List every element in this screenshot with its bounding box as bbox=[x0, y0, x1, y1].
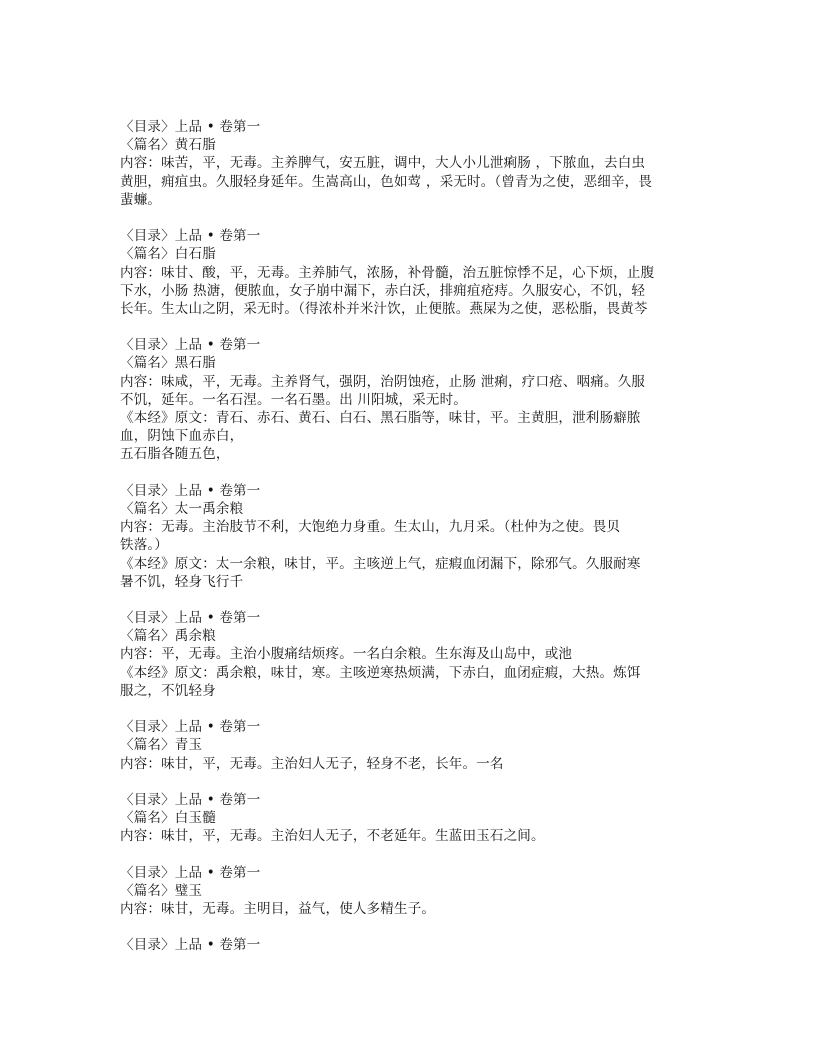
content-line: 内容：味苦，平，无毒。主养脾气，安五脏，调中，大人小儿泄痢肠 ，下脓血，去白虫 bbox=[120, 155, 646, 172]
title-line: 〈篇名〉禹余粮 bbox=[120, 628, 216, 645]
content-line: 内容：味甘，无毒。主明目，益气，使人多精生子。 bbox=[120, 901, 436, 918]
entry bbox=[120, 718, 700, 773]
title-line: 〈篇名〉黄石脂 bbox=[120, 137, 216, 154]
content-line: 五石脂各随五色， bbox=[120, 446, 230, 463]
catalog-line: 〈目录〉上品 • 卷第一 bbox=[120, 791, 261, 808]
content-line: 下水，小肠 热溏，便脓血，女子崩中漏下，赤白沃，排痈疽疮痔。久服安心，不饥，轻 bbox=[120, 282, 646, 299]
catalog-line: 〈目录〉上品 • 卷第一 bbox=[120, 610, 261, 627]
entry bbox=[120, 227, 700, 318]
original-text-line: 《本经》原文：禹余粮，味甘，寒。主咳逆寒热烦满，下赤白，血闭症瘕，大热。炼饵 bbox=[120, 664, 641, 681]
entry bbox=[120, 482, 700, 591]
entry bbox=[120, 118, 700, 209]
original-text-line: 《本经》原文：太一余粮，味甘，平。主咳逆上气，症瘕血闭漏下，除邪气。久服耐寒 bbox=[120, 555, 641, 572]
content-line: 内容：味甘，平，无毒。主治妇人无子，轻身不老，长年。一名 bbox=[120, 755, 504, 772]
content-line: 蜚蠊。 bbox=[120, 191, 162, 208]
content-line: 内容：味甘，平，无毒。主治妇人无子，不老延年。生蓝田玉石之间。 bbox=[120, 828, 545, 845]
content-line: 长年。生太山之阴，采无时。（得浓朴并米汁饮，止便脓。燕屎为之使，恶松脂，畏黄芩 bbox=[120, 300, 648, 317]
title-line: 〈篇名〉太一禹余粮 bbox=[120, 500, 244, 517]
catalog-line: 〈目录〉上品 • 卷第一 bbox=[120, 864, 261, 881]
content-line: 暑不饥，轻身飞行千 bbox=[120, 573, 244, 590]
content-line: 内容：味咸，平，无毒。主养肾气，强阴，治阴蚀疮，止肠 泄痢，疗口疮、咽痛。久服 bbox=[120, 373, 646, 390]
entry bbox=[120, 609, 700, 700]
title-line: 〈篇名〉青玉 bbox=[120, 737, 203, 754]
content-line: 不饥，延年。一名石涅。一名石墨。出 川阳城，采无时。 bbox=[120, 391, 467, 408]
content-line: 铁落。） bbox=[120, 537, 169, 554]
content-line: 内容：平，无毒。主治小腹痛结烦疼。一名白余粮。生东海及山岛中，或池 bbox=[120, 646, 573, 663]
document-body bbox=[120, 118, 700, 973]
catalog-line: 〈目录〉上品 • 卷第一 bbox=[120, 228, 261, 245]
content-line: 血，阴蚀下血赤白， bbox=[120, 428, 244, 445]
catalog-line: 〈目录〉上品 • 卷第一 bbox=[120, 482, 261, 499]
catalog-line: 〈目录〉上品 • 卷第一 bbox=[120, 937, 261, 954]
original-text-line: 《本经》原文：青石、赤石、黄石、白石、黑石脂等，味甘，平。主黄胆，泄利肠癖脓 bbox=[120, 410, 641, 426]
entry bbox=[120, 936, 700, 954]
title-line: 〈篇名〉白玉髓 bbox=[120, 810, 216, 827]
title-line: 〈篇名〉白石脂 bbox=[120, 246, 216, 263]
catalog-line: 〈目录〉上品 • 卷第一 bbox=[120, 119, 261, 135]
entry bbox=[120, 791, 700, 846]
content-line: 黄胆，痈疽虫。久服轻身延年。生嵩高山，色如莺 ，采无时。（曾青为之使，恶细辛，畏 bbox=[120, 173, 653, 190]
catalog-line: 〈目录〉上品 • 卷第一 bbox=[120, 337, 261, 354]
content-line: 服之，不饥轻身 bbox=[120, 682, 216, 699]
entry bbox=[120, 336, 700, 463]
entry bbox=[120, 864, 700, 919]
title-line: 〈篇名〉璧玉 bbox=[120, 882, 203, 899]
content-line: 内容：味甘、酸，平，无毒。主养肺气，浓肠，补骨髓，治五脏惊悸不足，心下烦，止腹 bbox=[120, 264, 655, 281]
content-line: 内容：无毒。主治肢节不利，大饱绝力身重。生太山，九月采。（杜仲为之使。畏贝 bbox=[120, 519, 621, 536]
title-line: 〈篇名〉黑石脂 bbox=[120, 355, 216, 372]
catalog-line: 〈目录〉上品 • 卷第一 bbox=[120, 719, 261, 736]
